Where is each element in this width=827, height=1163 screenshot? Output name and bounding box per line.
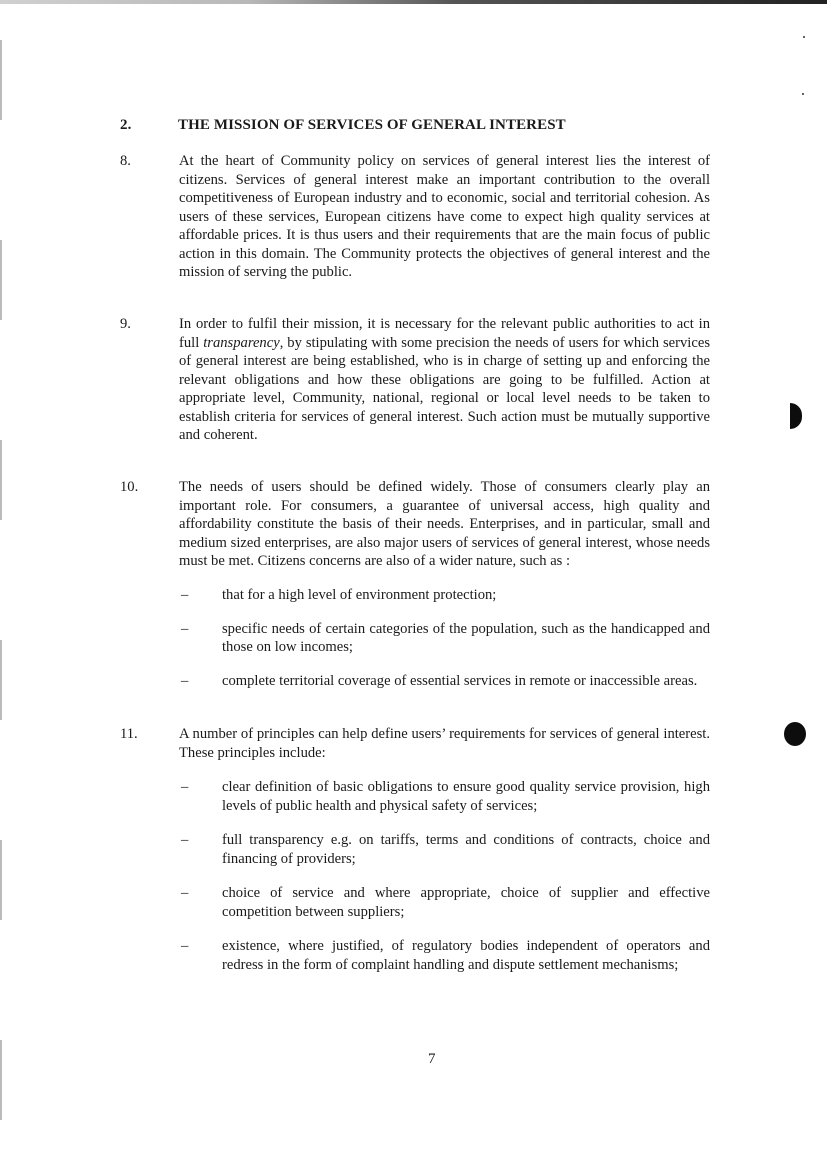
list-item-text: choice of service and where appropriate, choice of supplier and effective competition between suppliers; bbox=[222, 885, 710, 920]
list-item-text: full transparency e.g. on tariffs, terms and conditions of contracts, choice and financing of providers; bbox=[222, 832, 710, 867]
bullet-dash: – bbox=[181, 779, 189, 795]
bullet-dash: – bbox=[181, 587, 189, 603]
punch-hole-lower bbox=[784, 722, 806, 746]
list-item bbox=[179, 672, 710, 691]
scan-speck bbox=[803, 36, 805, 38]
bullet-dash: – bbox=[181, 832, 189, 848]
list-item bbox=[179, 937, 710, 974]
section-number: 2. bbox=[120, 117, 132, 133]
list-item-text: clear definition of basic obligations to ensure good quality service provision, high levels of public health and physical safety of services; bbox=[222, 779, 710, 814]
bullet-dash: – bbox=[181, 885, 189, 901]
scan-left-edge bbox=[0, 0, 2, 1163]
list-item bbox=[179, 884, 710, 921]
paragraph-10 bbox=[120, 478, 710, 571]
paragraph-number: 10. bbox=[120, 479, 139, 495]
paragraph-9 bbox=[120, 315, 710, 445]
list-item bbox=[179, 778, 710, 815]
paragraph-text bbox=[179, 315, 710, 445]
punch-hole-upper bbox=[790, 403, 802, 429]
list-item bbox=[179, 831, 710, 868]
paragraph-number: 9. bbox=[120, 316, 131, 332]
paragraph-number: 11. bbox=[120, 726, 138, 742]
list-item-text: complete territorial coverage of essential services in remote or inaccessible areas. bbox=[222, 672, 698, 689]
bullet-dash: – bbox=[181, 620, 189, 637]
list-item-text: that for a high level of environment protection; bbox=[222, 587, 497, 603]
list-item-text: existence, where justified, of regulatory bodies independent of operators and redress in the form of complaint handling and dispute settlement mechanisms; bbox=[222, 938, 710, 973]
bullet-list-needs bbox=[179, 586, 710, 690]
bullet-dash: – bbox=[181, 672, 189, 689]
bullet-dash: – bbox=[181, 938, 189, 954]
section-title: THE MISSION OF SERVICES OF GENERAL INTEREST bbox=[178, 117, 566, 133]
paragraph-text: The needs of users should be defined widely. Those of consumers clearly play an important role. For consumers, a guarantee of universal access, high quality and affordability constitute the basis of their needs. Enterprises, and in particular, small and medium sized enterprises, are also major users of services of general interest, whose needs must be met. Citizens concerns are also of a wider nature, such as : bbox=[179, 479, 710, 569]
scan-top-edge bbox=[0, 0, 827, 4]
bullet-list-principles bbox=[179, 778, 710, 974]
paragraph-text-part: In order to fulfil their mission, it is necessary for the relevant public authorities to act in full bbox=[179, 316, 710, 351]
emphasis-transparency: transparency bbox=[203, 334, 280, 351]
paragraph-text: At the heart of Community policy on services of general interest lies the interest of citizens. Services of general interest make an important contribution to the overall competitiveness of European industry and to economic, social and territorial cohesion. As users of these services, European citizens have come to expect high quality services at affordable prices. It is thus users and their requirements that are the main focus of public action in this domain. The Community protects the objectives of general interest and the mission of serving the public. bbox=[179, 153, 710, 280]
list-item bbox=[179, 586, 710, 605]
page-number: 7 bbox=[428, 1051, 436, 1067]
paragraph-text-part: , by stipulating with some precision the needs of users for which services of general interest are being established, who is in charge of setting up and enforcing the relevant obligations and how these obligations are going to be fulfilled. Action at appropriate level, Community, national, regional or local level needs to be taken to establish criteria for services of general interest. Such action must be mutually supportive and coherent. bbox=[179, 334, 710, 443]
list-item bbox=[179, 620, 710, 657]
paragraph-text: A number of principles can help define users’ requirements for services of general interest. These principles include: bbox=[179, 726, 710, 761]
paragraph-8 bbox=[120, 152, 710, 282]
paragraph-number: 8. bbox=[120, 153, 131, 169]
list-item-text: specific needs of certain categories of the population, such as the handicapped and those on low incomes; bbox=[222, 620, 710, 655]
scan-speck bbox=[802, 93, 804, 95]
paragraph-11 bbox=[120, 725, 710, 762]
